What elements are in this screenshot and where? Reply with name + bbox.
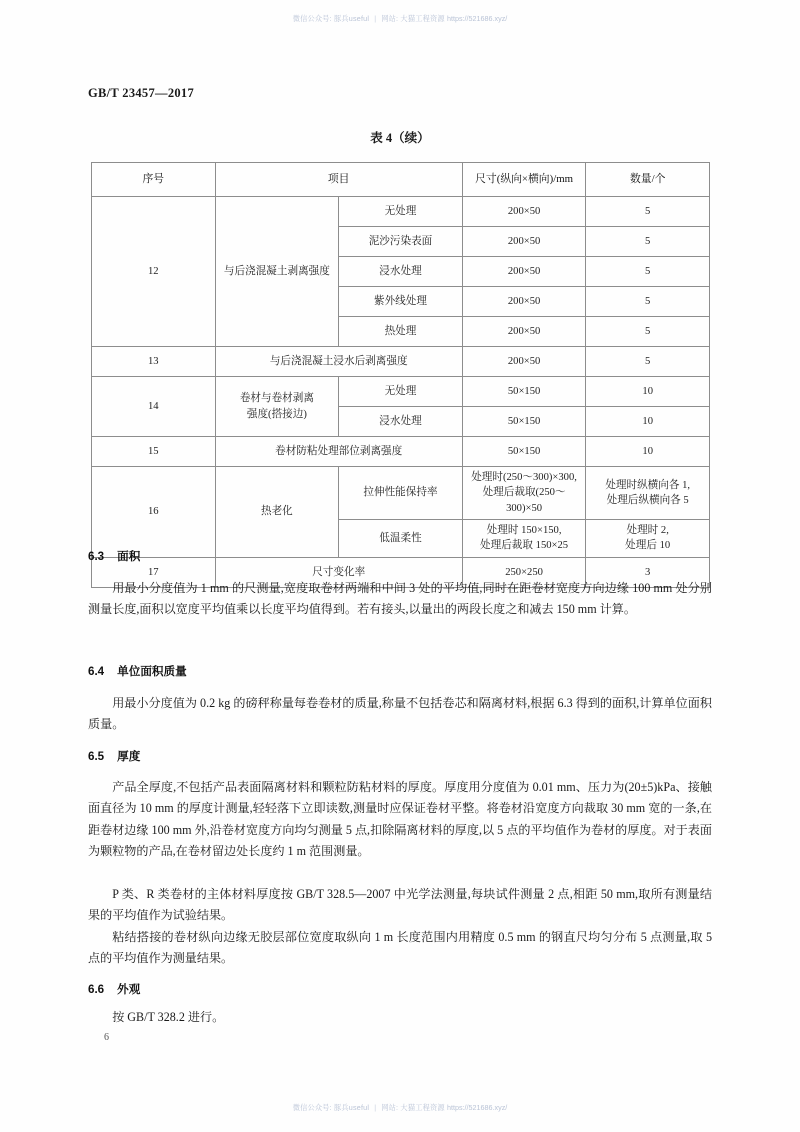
section-number-6-4: 6.4 (88, 665, 105, 678)
table-row (92, 197, 710, 227)
table-row (92, 467, 710, 520)
column-header-item: 项目 (215, 163, 462, 197)
row-no: 12 (92, 197, 216, 347)
table-row (92, 377, 710, 407)
row-no: 16 (92, 467, 216, 558)
row-qty (586, 467, 710, 520)
section-heading-6-5 (88, 748, 140, 764)
row-item: 与后浇混凝土剥离强度 (215, 197, 339, 347)
row-size: 200×50 (462, 287, 586, 317)
row-item: 卷材防粘处理部位剥离强度 (215, 437, 462, 467)
row-qty-line1: 处理时 2, (626, 525, 669, 537)
row-qty: 5 (586, 227, 710, 257)
page-number: 6 (104, 1032, 109, 1043)
row-qty: 5 (586, 197, 710, 227)
row-qty-line2: 处理后纵横向各 5 (606, 495, 689, 507)
row-size: 200×50 (462, 197, 586, 227)
watermark-url: https://521686.xyz/ (446, 14, 508, 23)
row-item: 热老化 (215, 467, 339, 558)
section-number-6-3: 6.3 (88, 550, 105, 563)
standard-code: GB/T 23457—2017 (88, 86, 195, 100)
paragraph-6-5-2: P 类、R 类卷材的主体材料厚度按 GB/T 328.5—2007 中光学法测量,每块试件测量 2 点,相距 50 mm,取所有测量结果的平均值作为试验结果。 (88, 887, 712, 923)
paragraph-6-5-1: 产品全厚度,不包括产品表面隔离材料和颗粒防粘材料的厚度。厚度用分度值为 0.01 mm、压力为(20±5)kPa、接触面直径为 10 mm 的厚度计测量,轻轻落下立即读数,测量时应保证卷材平整。将卷材沿宽度方向裁取 30 mm 宽的一条,在距卷材边缘 100 mm 外,沿卷材宽度方向均匀测量 5 点,扣除隔离材料的厚度,以 5 点的平均值作为卷材的厚度。对于表面为颗粒物的产品,在卷材留边处长度约 1 m 范围测量。 (88, 780, 712, 859)
row-qty: 5 (586, 287, 710, 317)
row-sub: 热处理 (339, 317, 463, 347)
row-sub: 低温柔性 (339, 520, 463, 558)
row-size-line2: 处理后裁取(250～300)×50 (482, 487, 566, 514)
row-no: 15 (92, 437, 216, 467)
specification-table-wrap (91, 162, 710, 588)
row-size: 50×150 (462, 407, 586, 437)
row-sub: 泥沙污染表面 (339, 227, 463, 257)
row-size: 200×50 (462, 257, 586, 287)
section-heading-6-4 (88, 663, 187, 679)
row-item (215, 377, 339, 437)
row-no: 14 (92, 377, 216, 437)
paragraph-6-6-1: 按 GB/T 328.2 进行。 (112, 1010, 225, 1024)
section-title-6-5: 厚度 (117, 750, 141, 763)
row-sub: 浸水处理 (339, 257, 463, 287)
row-sub: 无处理 (339, 377, 463, 407)
row-qty: 10 (586, 407, 710, 437)
row-size: 200×50 (462, 317, 586, 347)
section-number-6-6: 6.6 (88, 983, 105, 996)
section-title-6-4: 单位面积质量 (117, 665, 187, 678)
row-qty (586, 520, 710, 558)
watermark-wechat: 微信公众号: 豚兵useful (292, 1103, 370, 1112)
row-size: 200×50 (462, 227, 586, 257)
row-qty: 10 (586, 437, 710, 467)
specification-table (91, 162, 710, 588)
table-caption: 表 4（续） (370, 131, 430, 145)
watermark-site: 网站: 大猫工程资源 (381, 14, 445, 23)
row-sub: 无处理 (339, 197, 463, 227)
column-header-size: 尺寸(纵向×横向)/mm (462, 163, 586, 197)
row-item: 尺寸变化率 (215, 557, 462, 587)
row-qty: 10 (586, 377, 710, 407)
row-item-line1: 卷材与卷材剥离 (239, 393, 314, 405)
column-header-no: 序号 (92, 163, 216, 197)
row-size: 200×50 (462, 347, 586, 377)
row-qty-line1: 处理时纵横向各 1, (605, 479, 691, 491)
section-heading-6-3 (88, 548, 140, 564)
watermark-separator: | (374, 14, 377, 23)
table-row (92, 437, 710, 467)
row-size (462, 520, 586, 558)
row-size: 50×150 (462, 377, 586, 407)
row-size: 50×150 (462, 437, 586, 467)
row-qty: 5 (586, 347, 710, 377)
row-qty-line2: 处理后 10 (625, 540, 671, 552)
paragraph-6-3-1: 用最小分度值为 1 mm 的尺测量,宽度取卷材两端和中间 3 处的平均值,同时在距卷材宽度方向边缘 100 mm 处分别测量长度,面积以宽度平均值乘以长度平均值得到。若有接头,以量出的两段长度之和减去 150 mm 计算。 (88, 581, 712, 617)
row-size-line1: 处理时(250～300)×300, (471, 472, 577, 483)
paragraph-6-5-3: 粘结搭接的卷材纵向边缘无胶层部位宽度取纵向 1 m 长度范围内用精度 0.5 mm 的钢直尺均匀分布 5 点测量,取 5 点的平均值作为测量结果。 (88, 930, 712, 966)
section-number-6-5: 6.5 (88, 750, 105, 763)
watermark-separator: | (374, 1103, 377, 1112)
row-qty: 3 (586, 557, 710, 587)
column-header-qty: 数量/个 (586, 163, 710, 197)
table-header-row (92, 163, 710, 197)
row-size-line2: 处理后裁取 150×25 (480, 540, 569, 552)
row-size: 250×250 (462, 557, 586, 587)
section-title-6-3: 面积 (117, 550, 141, 563)
table-row (92, 347, 710, 377)
row-item: 与后浇混凝土浸水后剥离强度 (215, 347, 462, 377)
row-sub: 紫外线处理 (339, 287, 463, 317)
watermark-wechat: 微信公众号: 豚兵useful (292, 14, 370, 23)
row-sub: 浸水处理 (339, 407, 463, 437)
row-sub: 拉伸性能保持率 (339, 467, 463, 520)
watermark-top (0, 14, 800, 24)
row-qty: 5 (586, 317, 710, 347)
section-title-6-6: 外观 (117, 983, 141, 996)
row-size (462, 467, 586, 520)
watermark-site: 网站: 大猫工程资源 (381, 1103, 445, 1112)
row-qty: 5 (586, 257, 710, 287)
row-no: 13 (92, 347, 216, 377)
section-heading-6-6 (88, 981, 140, 997)
row-item-line2: 强度(搭接边) (246, 408, 307, 420)
watermark-url: https://521686.xyz/ (446, 1103, 508, 1112)
row-size-line1: 处理时 150×150, (486, 525, 562, 537)
watermark-bottom (0, 1103, 800, 1113)
paragraph-6-4-1: 用最小分度值为 0.2 kg 的磅秤称量每卷卷材的质量,称量不包括卷芯和隔离材料,根据 6.3 得到的面积,计算单位面积质量。 (88, 696, 712, 732)
row-no: 17 (92, 557, 216, 587)
